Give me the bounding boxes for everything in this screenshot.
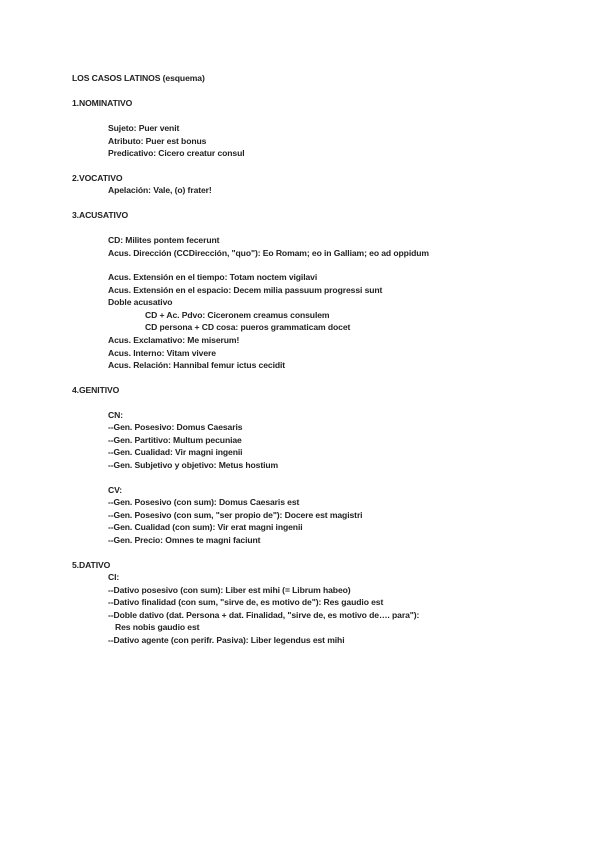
text-line: Acus. Relación: Hannibal femur ictus cecidit — [108, 360, 286, 370]
text-line: Atributo: Puer est bonus — [108, 136, 207, 146]
text-line: --Gen. Posesivo (con sum, "ser propio de"): Docere est magistri — [108, 510, 363, 520]
section-heading-nominativo: 1.NOMINATIVO — [72, 98, 133, 108]
text-line: --Dativo finalidad (con sum, "sirve de, es motivo de"): Res gaudio est — [108, 597, 384, 607]
text-line: Acus. Dirección (CCDirección, "quo"): Eo Romam; eo in Galliam; eo ad oppidum — [108, 248, 429, 258]
section-heading-genitivo: 4.GENITIVO — [72, 385, 120, 395]
text-line: Acus. Extensión en el espacio: Decem milia passuum progressi sunt — [108, 285, 383, 295]
text-line: CD + Ac. Pdvo: Ciceronem creamus consulem — [145, 310, 330, 320]
text-line: Doble acusativo — [108, 297, 173, 307]
text-line: Res nobis gaudio est — [115, 622, 200, 632]
text-line: Apelación: Vale, (o) frater! — [108, 185, 212, 195]
text-line: CI: — [108, 572, 120, 582]
text-line: --Dativo posesivo (con sum): Liber est mihi (= Librum habeo) — [108, 585, 351, 595]
text-line: --Gen. Posesivo: Domus Caesaris — [108, 422, 243, 432]
text-line: CN: — [108, 410, 123, 420]
text-line: --Gen. Cualidad: Vir magni ingenii — [108, 447, 243, 457]
text-line: Acus. Interno: Vitam vivere — [108, 348, 216, 358]
text-line: --Gen. Posesivo (con sum): Domus Caesaris est — [108, 497, 300, 507]
document-title: LOS CASOS LATINOS (esquema) — [72, 73, 205, 83]
text-line: --Gen. Cualidad (con sum): Vir erat magni ingenii — [108, 522, 303, 532]
text-line: --Gen. Subjetivo y objetivo: Metus hostium — [108, 460, 279, 470]
text-line: Acus. Extensión en el tiempo: Totam noctem vigilavi — [108, 272, 318, 282]
text-line: Acus. Exclamativo: Me miserum! — [108, 335, 240, 345]
text-line: --Dativo agente (con perifr. Pasiva): Liber legendus est mihi — [108, 635, 345, 645]
text-line: Predicativo: Cicero creatur consul — [108, 148, 245, 158]
text-line: CV: — [108, 485, 123, 495]
text-line: --Gen. Precio: Omnes te magni faciunt — [108, 535, 261, 545]
text-line: --Gen. Partitivo: Multum pecuniae — [108, 435, 242, 445]
section-heading-acusativo: 3.ACUSATIVO — [72, 210, 129, 220]
text-line: CD persona + CD cosa: pueros grammaticam docet — [145, 322, 351, 332]
text-line: Sujeto: Puer venit — [108, 123, 180, 133]
section-heading-dativo: 5.DATIVO — [72, 560, 111, 570]
section-heading-vocativo: 2.VOCATIVO — [72, 173, 123, 183]
text-line: --Doble dativo (dat. Persona + dat. Finalidad, "sirve de, es motivo de…. para"): — [108, 610, 420, 620]
text-line: CD: Milites pontem fecerunt — [108, 235, 220, 245]
